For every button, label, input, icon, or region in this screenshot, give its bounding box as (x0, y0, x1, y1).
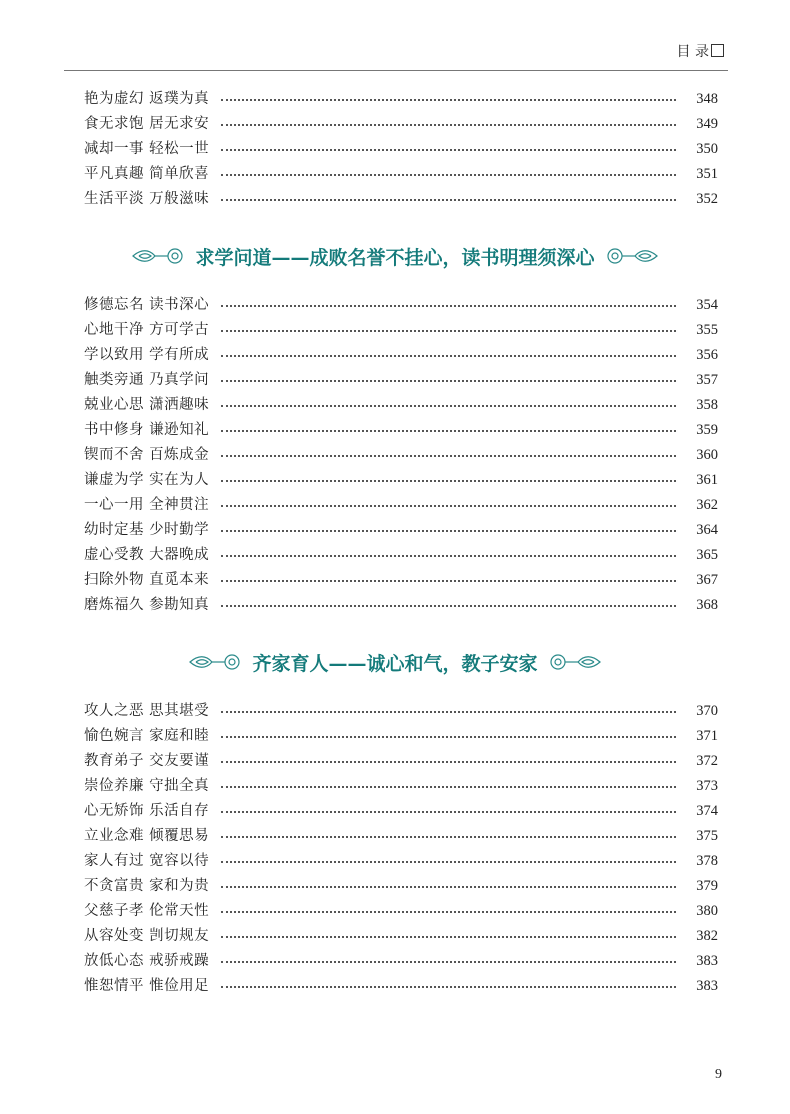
entry-page: 362 (696, 497, 718, 513)
toc-entry[interactable] (84, 720, 718, 745)
entry-title: 减却一事 轻松一世 (84, 141, 210, 157)
toc-entry[interactable] (84, 945, 718, 970)
dot-leader (221, 330, 676, 332)
entry-page: 360 (696, 447, 718, 463)
entry-title: 教育弟子 交友要谨 (84, 753, 210, 769)
section-heading-2 (0, 647, 790, 677)
toc-entry[interactable] (84, 795, 718, 820)
entry-page: 368 (696, 597, 718, 613)
entry-title: 愉色婉言 家庭和睦 (84, 728, 210, 744)
entry-page: 383 (696, 953, 718, 969)
entry-page: 355 (696, 322, 718, 338)
entry-page: 367 (696, 572, 718, 588)
dot-leader (221, 836, 676, 838)
toc-entry[interactable] (84, 389, 718, 414)
entry-page: 361 (696, 472, 718, 488)
dot-leader (221, 124, 676, 126)
entry-title: 食无求饱 居无求安 (84, 116, 210, 132)
entry-title: 学以致用 学有所成 (84, 347, 210, 363)
entry-page: 356 (696, 347, 718, 363)
section-heading-text: 齐家育人——诚心和气，教子安家 (252, 652, 538, 675)
entry-title: 家人有过 宽容以待 (84, 853, 210, 869)
entry-page: 374 (696, 803, 718, 819)
entry-title: 虚心受教 大器晚成 (84, 547, 210, 563)
dot-leader (221, 405, 676, 407)
entry-title: 不贪富贵 家和为贵 (84, 878, 210, 894)
entry-title: 扫除外物 直觅本来 (84, 572, 210, 588)
entry-page: 365 (696, 547, 718, 563)
entry-page: 358 (696, 397, 718, 413)
toc-entry[interactable] (84, 414, 718, 439)
dot-leader (221, 555, 676, 557)
entry-page: 373 (696, 778, 718, 794)
dot-leader (221, 430, 676, 432)
dot-leader (221, 174, 676, 176)
entry-title: 平凡真趣 简单欣喜 (84, 166, 210, 182)
dot-leader (221, 711, 676, 713)
entry-title: 惟恕情平 惟俭用足 (84, 978, 210, 994)
entry-page: 351 (696, 166, 718, 182)
toc-entry[interactable] (84, 514, 718, 539)
entry-title: 修德忘名 读书深心 (84, 297, 210, 313)
toc-entry[interactable] (84, 920, 718, 945)
entry-title: 立业念难 倾覆思易 (84, 828, 210, 844)
entry-page: 357 (696, 372, 718, 388)
ornament-right-icon (603, 245, 659, 267)
entry-page: 372 (696, 753, 718, 769)
dot-leader (221, 986, 676, 988)
dot-leader (221, 761, 676, 763)
toc-entry[interactable] (84, 158, 718, 183)
toc-entry[interactable] (84, 183, 718, 208)
dot-leader (221, 886, 676, 888)
dot-leader (221, 99, 676, 101)
entry-page: 370 (696, 703, 718, 719)
entry-page: 352 (696, 191, 718, 207)
entry-page: 379 (696, 878, 718, 894)
entry-page: 359 (696, 422, 718, 438)
running-header-text: 目 录 (676, 44, 709, 60)
entry-title: 崇俭养廉 守拙全真 (84, 778, 210, 794)
toc-entry[interactable] (84, 464, 718, 489)
toc-entry[interactable] (84, 870, 718, 895)
ornament-right-icon (546, 651, 602, 673)
toc-entry[interactable] (84, 695, 718, 720)
header-rule (64, 70, 728, 71)
dot-leader (221, 480, 676, 482)
entry-page: 350 (696, 141, 718, 157)
entry-page: 348 (696, 91, 718, 107)
entry-page: 375 (696, 828, 718, 844)
toc-section-1 (84, 289, 718, 614)
page-number: 9 (715, 1067, 722, 1082)
toc-entry[interactable] (84, 133, 718, 158)
entry-title: 艳为虚幻 返璞为真 (84, 91, 210, 107)
dot-leader (221, 786, 676, 788)
running-header (677, 41, 724, 61)
entry-title: 谦虚为学 实在为人 (84, 472, 210, 488)
toc-entry[interactable] (84, 339, 718, 364)
dot-leader (221, 505, 676, 507)
section-heading-1 (0, 241, 790, 271)
toc-entry[interactable] (84, 895, 718, 920)
entry-page: 354 (696, 297, 718, 313)
dot-leader (221, 380, 676, 382)
toc-entry[interactable] (84, 970, 718, 995)
dot-leader (221, 961, 676, 963)
entry-title: 生活平淡 万般滋味 (84, 191, 210, 207)
dot-leader (221, 305, 676, 307)
entry-page: 364 (696, 522, 718, 538)
toc-entry[interactable] (84, 820, 718, 845)
dot-leader (221, 530, 676, 532)
toc-section-2 (84, 695, 718, 995)
toc-entry[interactable] (84, 439, 718, 464)
ornament-left-icon (188, 651, 244, 673)
toc-entry[interactable] (84, 845, 718, 870)
toc-entry[interactable] (84, 314, 718, 339)
toc-entry[interactable] (84, 83, 718, 108)
dot-leader (221, 455, 676, 457)
dot-leader (221, 936, 676, 938)
entry-title: 锲而不舍 百炼成金 (84, 447, 210, 463)
section-heading-text: 求学问道——成败名誉不挂心，读书明理须深心 (195, 246, 595, 269)
toc-entry[interactable] (84, 289, 718, 314)
entry-title: 父慈子孝 伦常天性 (84, 903, 210, 919)
dot-leader (221, 355, 676, 357)
toc-entry[interactable] (84, 489, 718, 514)
toc-entry[interactable] (84, 745, 718, 770)
entry-page: 378 (696, 853, 718, 869)
entry-page: 380 (696, 903, 718, 919)
dot-leader (221, 811, 676, 813)
dot-leader (221, 605, 676, 607)
dot-leader (221, 736, 676, 738)
toc-entry[interactable] (84, 364, 718, 389)
dot-leader (221, 199, 676, 201)
toc-entry[interactable] (84, 564, 718, 589)
entry-title: 幼时定基 少时勤学 (84, 522, 210, 538)
entry-title: 攻人之恶 思其堪受 (84, 703, 210, 719)
toc-entry[interactable] (84, 539, 718, 564)
dot-leader (221, 149, 676, 151)
entry-page: 349 (696, 116, 718, 132)
entry-page: 383 (696, 978, 718, 994)
entry-title: 兢业心思 潇洒趣味 (84, 397, 210, 413)
entry-page: 371 (696, 728, 718, 744)
dot-leader (221, 861, 676, 863)
toc-entry[interactable] (84, 589, 718, 614)
entry-title: 触类旁通 乃真学问 (84, 372, 210, 388)
entry-page: 382 (696, 928, 718, 944)
entry-title: 书中修身 谦逊知礼 (84, 422, 210, 438)
entry-title: 放低心态 戒骄戒躁 (84, 953, 210, 969)
toc-section-0 (84, 83, 718, 208)
entry-title: 从容处变 剀切规友 (84, 928, 210, 944)
toc-entry[interactable] (84, 108, 718, 133)
dot-leader (221, 580, 676, 582)
toc-entry[interactable] (84, 770, 718, 795)
ornament-left-icon (131, 245, 187, 267)
entry-title: 一心一用 全神贯注 (84, 497, 210, 513)
entry-title: 心地干净 方可学古 (84, 322, 210, 338)
header-box-icon (711, 44, 724, 57)
dot-leader (221, 911, 676, 913)
entry-title: 心无矫饰 乐活自存 (84, 803, 210, 819)
entry-title: 磨炼福久 参勘知真 (84, 597, 210, 613)
